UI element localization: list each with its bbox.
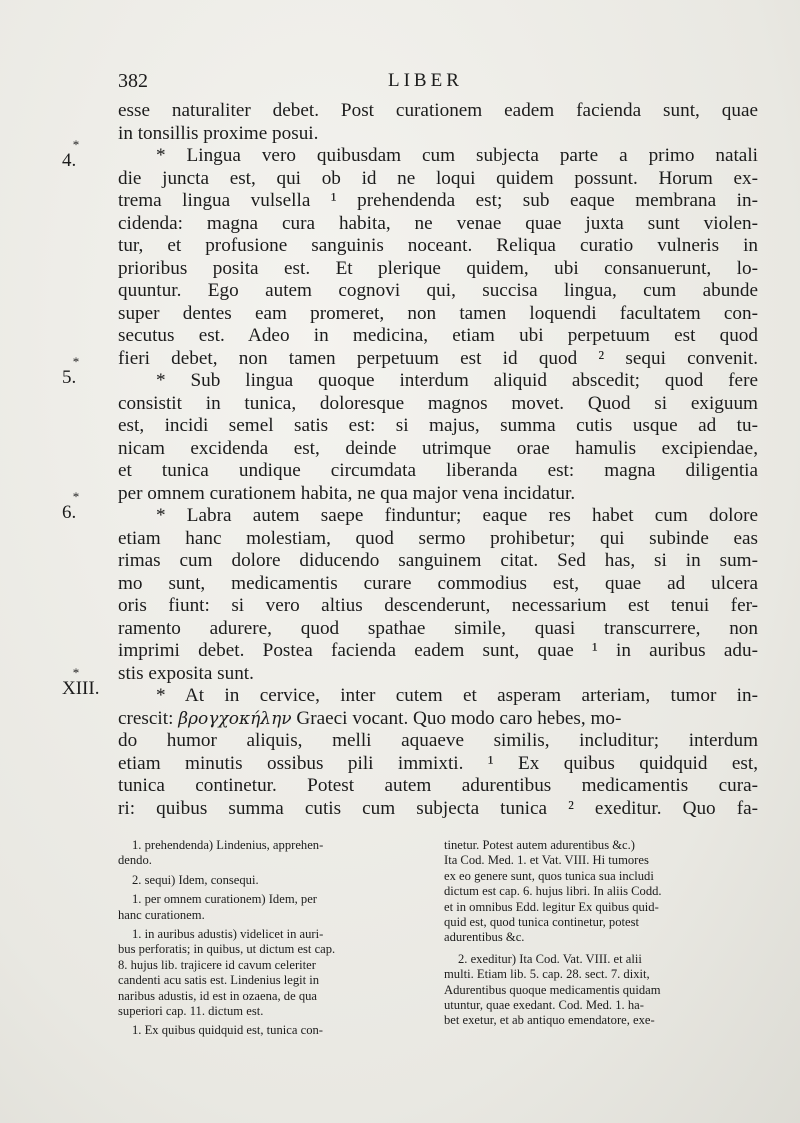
margin-mark-4 <box>62 137 112 172</box>
text-line: et tunica undique circumdata liberanda est: magna diligentia <box>118 460 758 481</box>
footnotes-left-column <box>118 838 414 1039</box>
asterisk-mark: * <box>72 489 80 504</box>
text-line: super dentes eam promeret, non tamen loquendi facultatem con- <box>118 302 758 324</box>
text-line: stis exposita sunt. <box>118 662 254 684</box>
text-line: imprimi debet. Postea facienda eadem sunt, quae ¹ in auribus adu- <box>118 640 758 661</box>
text-line: est, incidi semel satis est: si majus, summa cutis usque ad tu- <box>118 415 758 436</box>
margin-mark-5 <box>62 354 112 389</box>
text-line: fieri debet, non tamen perpetuum est id quod ² sequi convenit. <box>118 347 758 369</box>
text-line-greek <box>118 708 758 731</box>
text-line: quuntur. Ego autem cognovi qui, succisa lingua, cum abunde <box>118 280 758 301</box>
text-line: tunica continetur. Potest autem adurentibus medicamentis cura- <box>118 775 758 796</box>
text-line: etiam hanc molestiam, quod sermo prohibetur; qui subinde eas <box>118 527 758 549</box>
footnote: 1. per omnem curationem) Idem, per hanc curationem. <box>118 892 317 922</box>
running-title: LIBER <box>388 70 463 91</box>
footnote: 2. exeditur) Ita Cod. Vat. VIII. et alii multi. Etiam lib. 5. cap. 28. sect. 7. dixit, Adurentibus quoque medicamentis quidam utuntur, quae exedant. Cod. Med. 1. ha- bet exetur, et ab antiquo emendatore, exe- <box>444 951 661 1028</box>
margin-mark-xiii <box>62 665 112 700</box>
footnote: 2. sequi) Idem, consequi. <box>132 872 259 887</box>
section-number: 5. <box>62 367 77 388</box>
text-line: etiam minutis ossibus pili immixti. ¹ Ex quibus quidquid est, <box>118 752 758 774</box>
text-line: esse naturaliter debet. Post curationem eadem facienda sunt, quae <box>118 100 758 121</box>
text-line: cidenda: magna cura habita, ne venae quae juxta sunt violen- <box>118 212 758 234</box>
text-line: prioribus posita est. Et plerique quidem, ubi consanuerunt, lo- <box>118 257 758 279</box>
text-line: rimas cum dolore diducendo sanguinem citat. Sed has, si in sum- <box>118 550 758 571</box>
text-line: oris fiunt: si vero altius descenderunt, necessarium est tenui fer- <box>118 595 758 616</box>
text-line: mo sunt, medicamentis curare commodius est, quae ad ulcera <box>118 572 758 594</box>
text-line: per omnem curationem habita, ne qua major vena incidatur. <box>118 482 576 504</box>
text-line: ri: quibus summa cutis cum subjecta tunica ² exeditur. Quo fa- <box>118 797 758 819</box>
page-number: 382 <box>118 70 148 92</box>
footnote: 1. Ex quibus quidquid est, tunica con- <box>132 1023 323 1038</box>
page-header <box>118 70 758 98</box>
text-line: do humor aliquis, melli aquaeve similis, includitur; interdum <box>118 730 758 751</box>
footnote: 1. in auribus adustis) videlicet in auri- bus perforatis; in quibus, ut dictum est cap. 8. hujus lib. trajicere id cavum celeriter candenti acu satis est. Lindenius legit in naribus adustis, id est in ozaena, de qua superiori cap. 11. dictum est. <box>118 927 336 1019</box>
text-line: * Labra autem saepe finduntur; eaque res habet cum dolore <box>156 505 758 526</box>
text-segment: Graeci vocant. Quo modo caro hebes, mo- <box>296 707 622 729</box>
section-number: 4. <box>62 150 77 171</box>
margin-mark-6 <box>62 489 112 524</box>
text-line: tur, et profusione sanguinis noceant. Reliqua curatio vulneris in <box>118 235 758 256</box>
section-number: XIII. <box>62 678 100 699</box>
asterisk-mark: * <box>72 354 80 369</box>
footnote: 1. prehendenda) Lindenius, apprehen- dendo. <box>118 838 324 868</box>
text-segment: crescit: <box>118 707 174 729</box>
text-line: secutus est. Adeo in medicina, etiam ubi perpetuum est quod <box>118 325 758 346</box>
asterisk-mark: * <box>72 665 80 680</box>
text-line: consistit in tunica, doloresque magnos movet. Quod si exiguum <box>118 392 758 414</box>
text-line: in tonsillis proxime posui. <box>118 122 319 144</box>
footnote: tinetur. Potest autem adurentibus &c.) Ita Cod. Med. 1. et Vat. VIII. Hi tumores ex eo genere sunt, quos tunica sua includi dictum est cap. 6. hujus libri. In aliis Codd. et in omnibus Edd. legitur Ex quibus quid- quid est, quod tunica continetur, potest adurentibus &c. <box>444 838 662 945</box>
text-line: nicam excidenda est, deinde utrimque orae hamulis excipiendae, <box>118 437 758 459</box>
text-line: * Lingua vero quibusdam cum subjecta parte a primo natali <box>156 145 758 166</box>
text-line: trema lingua vulsella ¹ prehendenda est; sub eaque membrana in- <box>118 190 758 211</box>
text-line: * Sub lingua quoque interdum aliquid abscedit; quod fere <box>156 370 758 391</box>
text-line: * At in cervice, inter cutem et asperam arteriam, tumor in- <box>156 685 758 706</box>
footnotes <box>118 838 758 1078</box>
text-line: die juncta est, qui ob id ne loqui quidem possunt. Horum ex- <box>118 167 758 189</box>
greek-word: βρογχοκήλην <box>178 708 292 729</box>
main-text <box>118 100 758 820</box>
asterisk-mark: * <box>72 137 80 152</box>
text-line: ramento adurere, quod spathae simile, quasi transcurrere, non <box>118 617 758 639</box>
section-number: 6. <box>62 502 77 523</box>
footnotes-right-column <box>444 838 740 1029</box>
